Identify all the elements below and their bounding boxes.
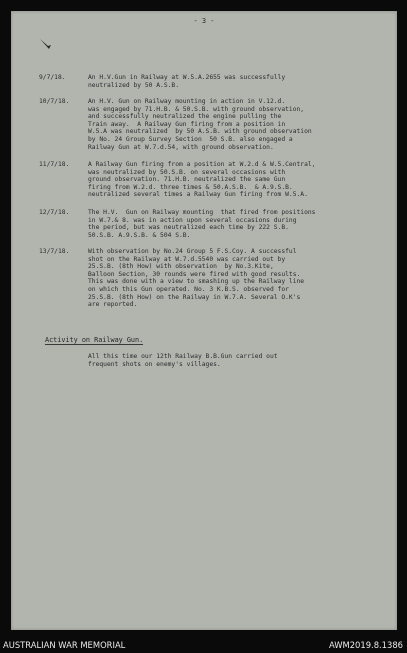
entry-date: 12/7/18. (39, 209, 70, 216)
entry-date: 9/7/18. (39, 74, 66, 81)
document-page (11, 11, 397, 630)
footer-bar (0, 636, 407, 653)
entry-text: An H.V.Gun in Railway at W.5.A.2655 was successfully neutralized by 50 A.S.B. (88, 74, 286, 89)
entry-text: A Railway Gun firing from a position at W.2.d & W.5.Central, was neutralized by 50.S.B. on several occasions with ground observation. 71.H.B. neutralized the same Gun firing from W.2.d. three times & 50.A.S.B. & A.9.S.B. neutralized several times a Railway Gun firing from W.5.A. (88, 161, 316, 199)
footer-accession-number: AWM2019.8.1386 (328, 640, 403, 650)
entry-text: The H.V. Gun on Railway mounting that fired from positions in W.7.& 8. was in action upon several occasions during the period, but was neutralized each time by 222 S.B. 50.S.B. A.9.S.B. & 504 S.B. (88, 209, 316, 239)
activity-text: All this time our 12th Railway B.B.Gun carried out frequent shots on enemy's villages. (88, 353, 278, 368)
entry-text: With observation by No.24 Group 5 F.S.Coy. A successful shot on the Railway at W.7.d.5540 was carried out by 25.S.B. (8th How) with observation by No.3.Kite, Balloon Section, 30 rounds were fired with good results. This was done with a view to smashing up the Railway line on which this Gun operated. No. 3 K.B.S. observed for 25.S.B. (8th How) on the Railway in W.7.A. Several O.K's are reported. (88, 248, 305, 309)
page-number: - 3 - (193, 17, 215, 25)
entry-date: 13/7/18. (39, 248, 70, 255)
entry-date: 10/7/18. (39, 98, 70, 105)
entry-text: An H.V. Gun on Railway mounting in action in V.12.d. was engaged by 71.H.B. & 50.S.B. with ground observation, and successfully neutralized the engine pulling the Train away. A Railway Gun firing from a position in W.5.A was neutralized by 50 A.S.B. with ground observation by No. 24 Group Survey Section 50 S.B. also engaged a Railway Gun at W.7.d.54, with ground observation. (88, 98, 312, 151)
entry-date: 11/7/18. (39, 161, 70, 168)
section-heading-activity: Activity on Railway Gun. (45, 336, 144, 344)
pencil-tick-mark (39, 37, 53, 51)
footer-institution: AUSTRALIAN WAR MEMORIAL (3, 640, 126, 650)
